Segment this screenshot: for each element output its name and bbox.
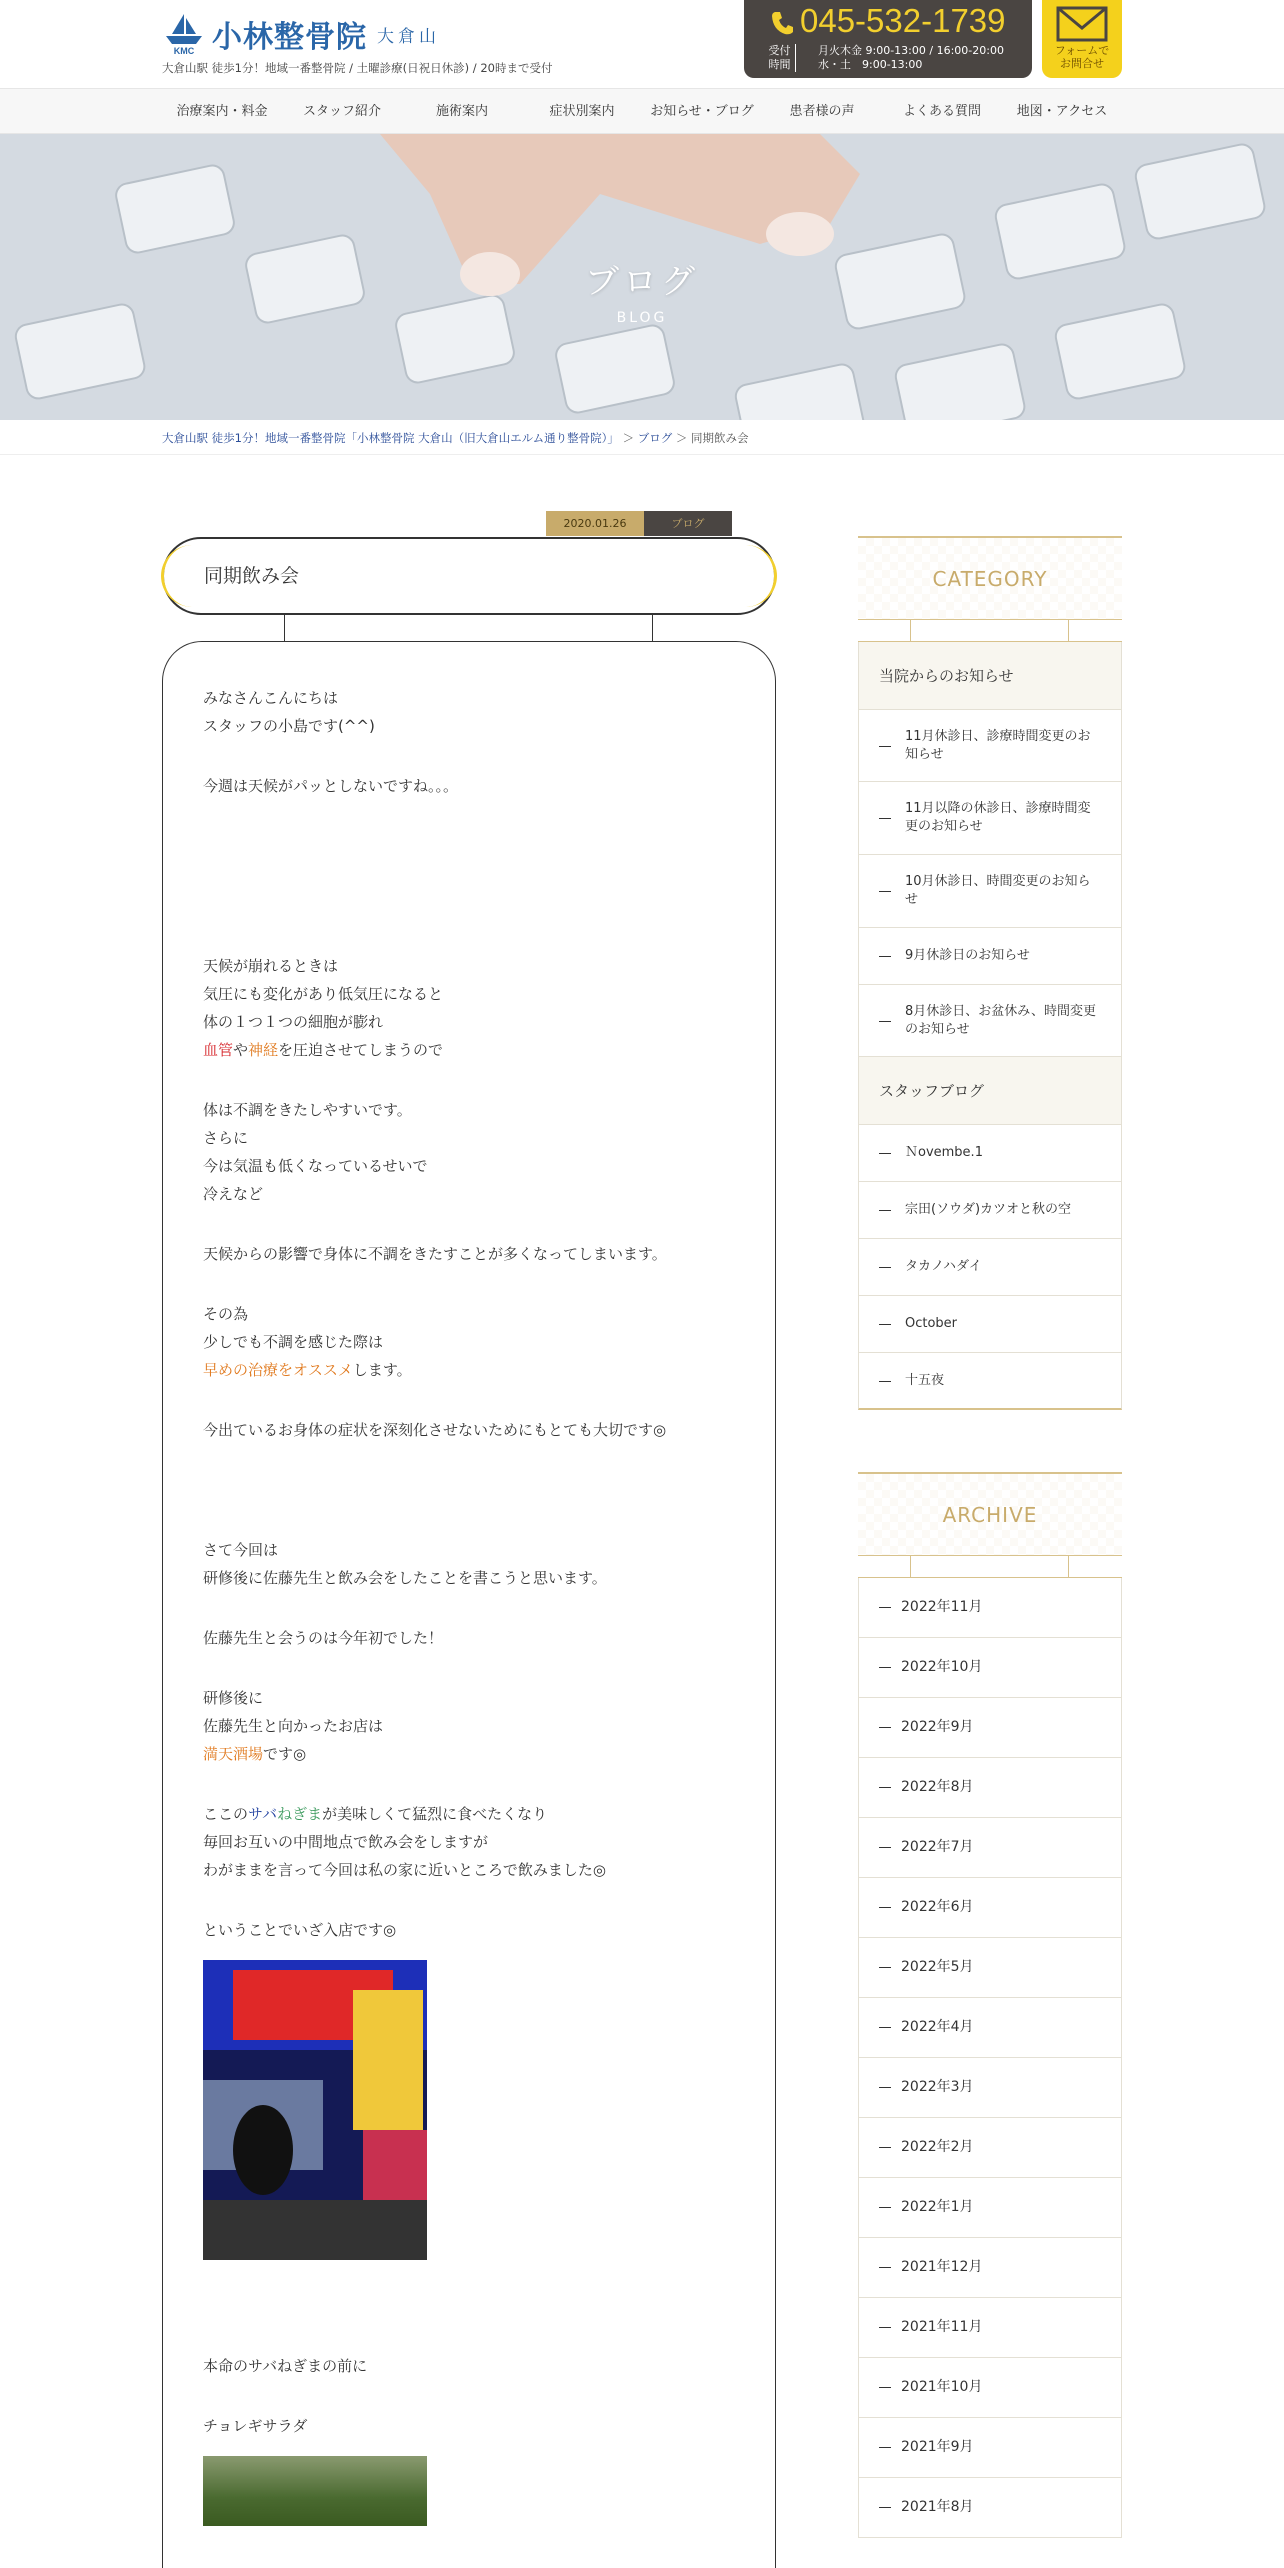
hours-line-1: 月火木金 9:00-13:00 / 16:00-20:00 bbox=[818, 44, 1004, 57]
post-text: ということでいざ入店です◎ bbox=[203, 1921, 397, 1939]
highlight-saba: サバ bbox=[248, 1805, 278, 1823]
category-item[interactable]: 10月休診日、時間変更のお知らせ bbox=[858, 855, 1122, 928]
archive-item[interactable]: 2021年8月 bbox=[858, 2478, 1122, 2538]
archive-item[interactable]: 2021年9月 bbox=[858, 2418, 1122, 2478]
archive-item[interactable]: 2022年10月 bbox=[858, 1638, 1122, 1698]
archive-item[interactable]: 2021年10月 bbox=[858, 2358, 1122, 2418]
nav-item-voices[interactable]: 患者様の声 bbox=[789, 104, 855, 119]
archive-item[interactable]: 2022年9月 bbox=[858, 1698, 1122, 1758]
hero-banner bbox=[0, 134, 1284, 420]
post-category[interactable]: ブログ bbox=[644, 511, 732, 536]
category-item[interactable]: タカノハダイ bbox=[858, 1239, 1122, 1296]
hours bbox=[818, 44, 1004, 72]
post-title: 同期飲み会 bbox=[204, 565, 300, 587]
category-item[interactable]: 9月休診日のお知らせ bbox=[858, 928, 1122, 985]
post-title-box bbox=[162, 537, 776, 615]
ship-logo-icon bbox=[162, 12, 206, 56]
post-text: わがままを言って今回は私の家に近いところで飲みました◎ bbox=[203, 1861, 606, 1879]
logo[interactable] bbox=[162, 12, 440, 56]
nav-item-procedures[interactable]: 施術案内 bbox=[435, 104, 488, 119]
highlight-nerve: 神経 bbox=[248, 1041, 279, 1059]
phone-icon bbox=[770, 10, 794, 40]
archive-item[interactable]: 2021年11月 bbox=[858, 2298, 1122, 2358]
post-text: 体は不調をきたしやすいです。 bbox=[203, 1101, 412, 1119]
post-date: 2020.01.26 bbox=[546, 511, 644, 536]
phone-box[interactable] bbox=[744, 0, 1032, 78]
post-text: 今は気温も低くなっているせいで bbox=[203, 1157, 428, 1175]
category-heading: CATEGORY bbox=[858, 536, 1122, 620]
post-text: 早めの治療をオススメします。 bbox=[203, 1361, 412, 1379]
archive-item[interactable]: 2022年2月 bbox=[858, 2118, 1122, 2178]
global-nav bbox=[0, 88, 1284, 134]
post-text: 体の１つ１つの細胞が膨れ bbox=[203, 1013, 384, 1031]
connector-line bbox=[284, 615, 285, 642]
post-text: さらに bbox=[203, 1129, 249, 1147]
nav-item-access[interactable]: 地図・アクセス bbox=[1016, 104, 1108, 119]
category-group-staff-blog[interactable]: スタッフブログ bbox=[858, 1057, 1122, 1125]
post-text: 天候が崩れるときは bbox=[203, 957, 339, 975]
heading-decoration bbox=[858, 620, 1122, 642]
archive-item[interactable]: 2022年5月 bbox=[858, 1938, 1122, 1998]
shop-image bbox=[203, 1960, 427, 2260]
post-text: 満天酒場です◎ bbox=[203, 1745, 307, 1763]
header-tagline: 大倉山駅 徒歩1分！地域一番整骨院 / 土曜診療(日祝日休診) / 20時まで受付 bbox=[162, 61, 553, 75]
nav-item-news-blog[interactable]: お知らせ・ブログ bbox=[650, 104, 754, 119]
archive-item[interactable]: 2022年7月 bbox=[858, 1818, 1122, 1878]
post-text-highlight: 天候からの影響で身体に不調をきたすことが多くなってしまいます。 bbox=[203, 1245, 667, 1263]
highlight-negima: ねぎま bbox=[277, 1805, 323, 1823]
post-text: さて今回は bbox=[203, 1541, 279, 1559]
contact-form-button[interactable] bbox=[1042, 0, 1122, 78]
nav-item-staff[interactable]: スタッフ紹介 bbox=[302, 104, 381, 119]
breadcrumb-home[interactable]: 大倉山駅 徒歩1分！地域一番整骨院「小林整骨院 大倉山（旧大倉山エルム通り整骨院）」 bbox=[162, 431, 619, 445]
sidebar-archive bbox=[858, 1472, 1122, 2538]
post-meta bbox=[546, 511, 732, 536]
highlight-blood-vessel: 血管 bbox=[203, 1041, 234, 1059]
site-header bbox=[0, 0, 1284, 88]
mail-icon bbox=[1056, 6, 1108, 42]
nav-item-symptoms[interactable]: 症状別案内 bbox=[549, 104, 615, 119]
archive-item[interactable]: 2021年12月 bbox=[858, 2238, 1122, 2298]
post-text: ここのサバねぎまが美味しくて猛烈に食べたくなり bbox=[203, 1805, 548, 1823]
post-text: 本命のサバねぎまの前に bbox=[203, 2357, 368, 2375]
category-item[interactable]: 十五夜 bbox=[858, 1353, 1122, 1410]
category-item[interactable]: October bbox=[858, 1296, 1122, 1353]
breadcrumb bbox=[162, 430, 749, 446]
post-text: スタッフの小島です(^^) bbox=[203, 717, 375, 735]
shop-photo bbox=[203, 1960, 427, 2260]
highlight-shop-name: 満天酒場 bbox=[203, 1745, 264, 1763]
hero-subtitle: BLOG bbox=[616, 310, 668, 326]
mail-label-2: お問合せ bbox=[1060, 57, 1104, 70]
post-text: 冷えなど bbox=[203, 1185, 264, 1203]
mail-label-1: フォームで bbox=[1054, 44, 1110, 57]
post-text: 血管や神経を圧迫させてしまうので bbox=[203, 1041, 444, 1059]
post-text: 少しでも不調を感じた際は bbox=[203, 1333, 384, 1351]
category-item[interactable]: 宗田(ソウダ)カツオと秋の空 bbox=[858, 1182, 1122, 1239]
divider bbox=[0, 454, 1284, 455]
category-item[interactable]: 11月以降の休診日、診療時間変更のお知らせ bbox=[858, 782, 1122, 855]
post-text: 佐藤先生と向かったお店は bbox=[203, 1717, 384, 1735]
post-text: 今週は天候がパッとしないですね。。。 bbox=[203, 777, 459, 795]
category-group-notices[interactable]: 当院からのお知らせ bbox=[858, 642, 1122, 710]
archive-item[interactable]: 2022年6月 bbox=[858, 1878, 1122, 1938]
breadcrumb-sep: ＞ bbox=[618, 431, 638, 445]
post-text: 気圧にも変化があり低気圧になると bbox=[203, 985, 444, 1003]
post-text: 研修後に bbox=[203, 1689, 264, 1707]
logo-name: 小林整骨院 bbox=[212, 20, 367, 55]
hours-line-2: 水・土 9:00-13:00 bbox=[818, 58, 923, 71]
post-text: その為 bbox=[203, 1305, 249, 1323]
heading-decoration bbox=[858, 1556, 1122, 1578]
category-item[interactable]: 8月休診日、お盆休み、時間変更のお知らせ bbox=[858, 985, 1122, 1057]
archive-heading: ARCHIVE bbox=[858, 1472, 1122, 1556]
post-text: みなさんこんにちは bbox=[203, 689, 339, 707]
archive-item[interactable]: 2022年8月 bbox=[858, 1758, 1122, 1818]
post-text: 今出ているお身体の症状を深刻化させないためにもとても大切です◎ bbox=[203, 1421, 667, 1439]
logo-mark-text: KMC bbox=[173, 46, 195, 56]
nav-item-treatment[interactable]: 治療案内・料金 bbox=[176, 104, 268, 119]
salad-photo bbox=[203, 2456, 427, 2526]
post-text: 研修後に佐藤先生と飲み会をしたことを書こうと思います。 bbox=[203, 1569, 607, 1587]
post-text: 佐藤先生と会うのは今年初でした！ bbox=[203, 1629, 444, 1647]
post-body bbox=[162, 641, 776, 2568]
nav-item-faq[interactable]: よくある質問 bbox=[902, 104, 981, 119]
archive-item[interactable]: 2022年3月 bbox=[858, 2058, 1122, 2118]
breadcrumb-sep: ＞ bbox=[672, 431, 692, 445]
category-item[interactable]: Ｎovembe.1 bbox=[858, 1125, 1122, 1182]
post-text-highlight: チョレギサラダ bbox=[203, 2417, 308, 2435]
breadcrumb-blog[interactable]: ブログ bbox=[637, 431, 673, 445]
breadcrumb-current: 同期飲み会 bbox=[691, 431, 749, 445]
hero-title: ブログ bbox=[585, 262, 699, 302]
archive-item[interactable]: 2022年1月 bbox=[858, 2178, 1122, 2238]
connector-line bbox=[652, 615, 653, 642]
archive-item[interactable]: 2022年4月 bbox=[858, 1998, 1122, 2058]
hours-label: 受付 時間 bbox=[768, 44, 796, 72]
post-text: 毎回お互いの中間地点で飲み会をしますが bbox=[203, 1833, 489, 1851]
sidebar-category bbox=[858, 536, 1122, 1410]
highlight-early-treatment: 早めの治療をオススメ bbox=[203, 1361, 353, 1379]
category-item[interactable]: 11月休診日、診療時間変更のお知らせ bbox=[858, 710, 1122, 782]
archive-item[interactable]: 2022年11月 bbox=[858, 1578, 1122, 1638]
phone-number[interactable]: 045-532-1739 bbox=[800, 2, 1006, 39]
logo-sub: 大倉山 bbox=[377, 26, 440, 47]
